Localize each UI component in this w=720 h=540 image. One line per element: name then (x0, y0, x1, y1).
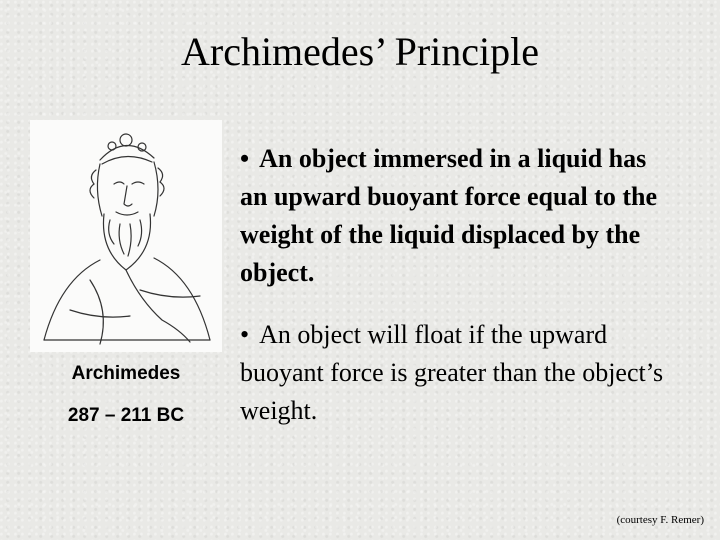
bullet-item (240, 140, 680, 292)
bullet-marker: • (240, 144, 250, 173)
bullet-marker: • (240, 320, 250, 349)
portrait-caption-name: Archimedes (71, 363, 181, 384)
archimedes-portrait (30, 120, 222, 352)
credit-note: (courtesy F. Remer) (616, 514, 704, 526)
portrait-caption-dates: 287 – 211 BC (67, 405, 185, 426)
slide-title: Archimedes’ Principle (180, 29, 540, 74)
bullet-list (240, 140, 680, 430)
bullet-text: An object will float if the upward buoyant force is greater than the object’s weight. (240, 320, 664, 425)
bullet-item (240, 316, 680, 430)
archimedes-bust-icon (30, 120, 222, 352)
bullet-text: An object immersed in a liquid has an upward buoyant force equal to the weight of the liquid displaced by the object. (240, 144, 658, 287)
